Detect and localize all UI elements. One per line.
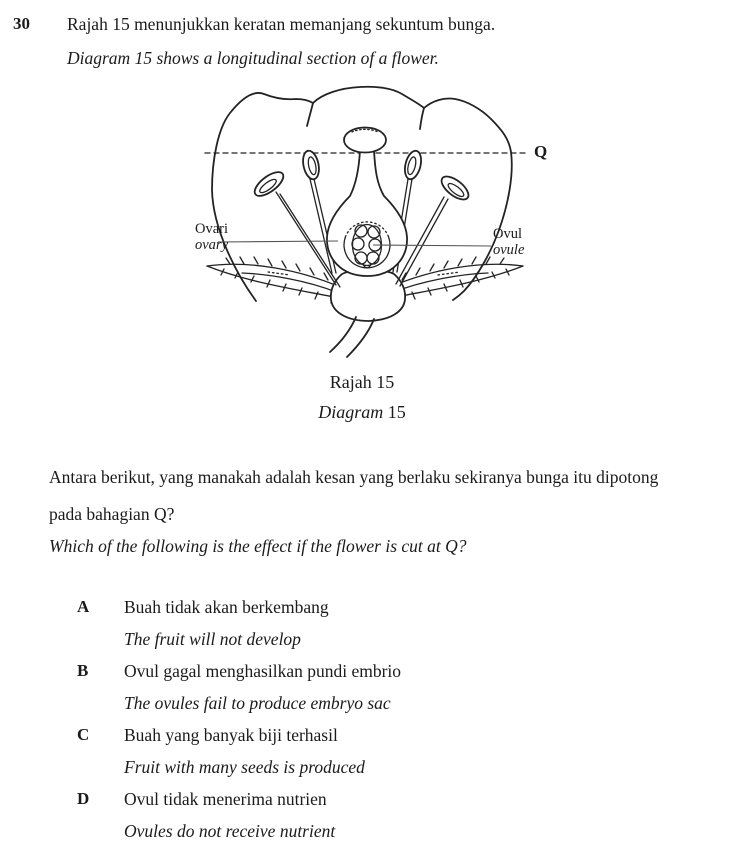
option-d[interactable] [0, 789, 732, 853]
option-c-text-english: Fruit with many seeds is produced [124, 757, 365, 777]
option-a[interactable] [0, 597, 732, 661]
stigma [344, 128, 386, 153]
cut-line-label-q: Q [534, 142, 548, 161]
option-b-letter: B [77, 661, 89, 680]
option-a-text-english: The fruit will not develop [124, 629, 301, 649]
anther [251, 168, 287, 200]
figure-caption-english [0, 402, 724, 423]
ovary-label-malay: Ovari [195, 221, 229, 237]
option-b[interactable] [0, 661, 732, 725]
anther [402, 149, 424, 181]
option-b-text-english: The ovules fail to produce embryo sac [124, 693, 391, 713]
question-text-malay-line1: Antara berikut, yang manakah adalah kesan yang berlaku sekiranya bunga itu dipotong [49, 467, 659, 487]
ovary-label-english: ovary [195, 237, 229, 253]
ovary-leader-line [218, 241, 338, 242]
ovule-label [493, 226, 524, 258]
receptacle [331, 270, 405, 321]
ovary-label [195, 221, 228, 253]
option-c[interactable] [0, 725, 732, 789]
ovule-label-malay: Ovul [493, 226, 522, 242]
ovule-label-english: ovule [493, 242, 525, 258]
option-c-letter: C [77, 725, 90, 744]
option-a-text-malay: Buah tidak akan berkembang [124, 597, 329, 617]
option-a-letter: A [77, 597, 90, 616]
question-number: 30 [13, 14, 30, 33]
question-text-english: Which of the following is the effect if the flower is cut at Q? [49, 536, 467, 556]
option-d-text-malay: Ovul tidak menerima nutrien [124, 789, 327, 809]
flower-stalk [330, 317, 374, 357]
option-b-text-malay: Ovul gagal menghasilkan pundi embrio [124, 661, 402, 681]
figure-caption-english-word: Diagram [318, 402, 384, 422]
option-d-letter: D [77, 789, 90, 808]
option-c-text-malay: Buah yang banyak biji terhasil [124, 725, 338, 745]
figure-caption-english-number: 15 [387, 402, 406, 422]
option-d-text-english: Ovules do not receive nutrient [124, 821, 336, 841]
question-text-malay-line2: pada bahagian Q? [49, 504, 175, 524]
question-intro-malay: Rajah 15 menunjukkan keratan memanjang sekuntum bunga. [67, 14, 496, 34]
figure-caption-malay: Rajah 15 [329, 372, 395, 392]
flower-diagram [150, 80, 570, 372]
anther [301, 149, 322, 180]
question-intro-english: Diagram 15 shows a longitudinal section of a flower. [67, 48, 439, 68]
